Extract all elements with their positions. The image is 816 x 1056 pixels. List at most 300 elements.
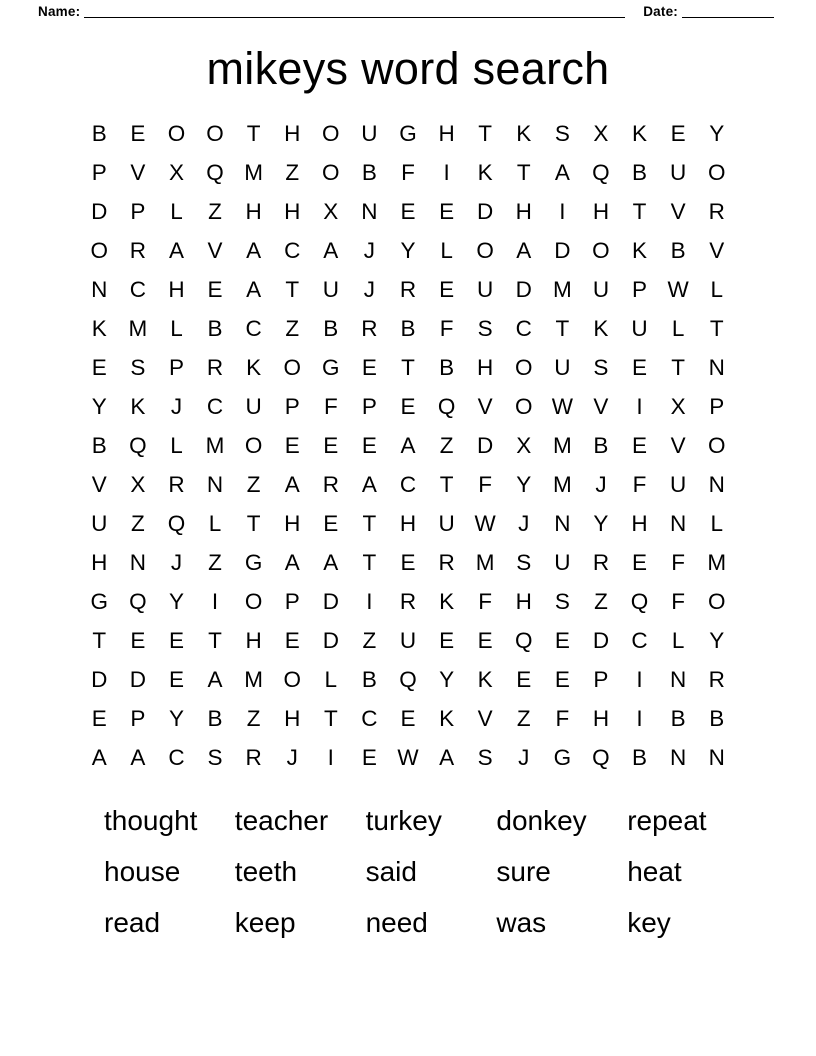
grid-cell[interactable]: J — [170, 550, 183, 576]
grid-cell[interactable]: G — [322, 355, 340, 381]
grid-cell[interactable]: C — [206, 394, 224, 420]
grid-cell[interactable]: Q — [129, 433, 147, 459]
grid-cell[interactable]: O — [707, 160, 726, 186]
grid-cell[interactable]: L — [170, 316, 183, 342]
grid-cell[interactable]: A — [400, 433, 416, 459]
grid-cell[interactable]: X — [130, 472, 146, 498]
grid-cell[interactable]: Q — [399, 667, 417, 693]
grid-cell[interactable]: V — [130, 160, 146, 186]
grid-cell[interactable]: R — [245, 745, 262, 771]
grid-cell[interactable]: E — [361, 745, 377, 771]
grid-cell[interactable]: K — [439, 706, 455, 732]
grid-cell[interactable]: M — [205, 433, 225, 459]
grid-cell[interactable]: M — [475, 550, 495, 576]
grid-cell[interactable]: X — [670, 394, 686, 420]
grid-cell[interactable]: E — [400, 550, 416, 576]
grid-cell[interactable]: J — [595, 472, 607, 498]
grid-cell[interactable]: Y — [400, 238, 416, 264]
grid-cell[interactable]: S — [593, 355, 609, 381]
grid-cell[interactable]: X — [168, 160, 184, 186]
grid-cell[interactable]: B — [91, 121, 107, 147]
grid-cell[interactable]: S — [477, 745, 493, 771]
grid-cell[interactable]: E — [554, 667, 570, 693]
grid-cell[interactable]: G — [244, 550, 263, 576]
grid-cell[interactable]: T — [246, 121, 261, 147]
grid-cell[interactable]: L — [710, 277, 723, 303]
grid-cell[interactable]: N — [669, 745, 687, 771]
grid-cell[interactable]: V — [207, 238, 223, 264]
grid-cell[interactable]: N — [669, 667, 687, 693]
grid-cell[interactable]: J — [286, 745, 298, 771]
grid-cell[interactable]: K — [632, 238, 648, 264]
grid-cell[interactable]: V — [477, 706, 493, 732]
grid-cell[interactable]: Q — [515, 628, 533, 654]
grid-cell[interactable]: T — [323, 706, 338, 732]
grid-cell[interactable]: B — [439, 355, 455, 381]
grid-cell[interactable]: Q — [437, 394, 456, 420]
grid-cell[interactable]: R — [708, 667, 725, 693]
grid-cell[interactable]: L — [208, 511, 222, 537]
grid-cell[interactable]: C — [129, 277, 146, 303]
grid-cell[interactable]: Z — [285, 160, 300, 186]
grid-cell[interactable]: K — [477, 160, 493, 186]
grid-cell[interactable]: L — [710, 511, 723, 537]
grid-cell[interactable]: H — [592, 706, 610, 732]
grid-cell[interactable]: R — [322, 472, 339, 498]
grid-cell[interactable]: H — [284, 121, 301, 147]
grid-cell[interactable]: Z — [246, 706, 261, 732]
grid-cell[interactable]: L — [170, 433, 183, 459]
grid-cell[interactable]: R — [399, 589, 417, 615]
grid-cell[interactable]: V — [670, 199, 686, 225]
grid-cell[interactable]: E — [323, 511, 339, 537]
grid-cell[interactable]: H — [91, 550, 108, 576]
grid-cell[interactable]: E — [361, 433, 377, 459]
grid-cell[interactable]: P — [91, 160, 107, 186]
grid-cell[interactable]: G — [553, 745, 572, 771]
grid-cell[interactable]: D — [554, 238, 571, 264]
word-list-item: heat — [627, 856, 682, 888]
grid-cell[interactable]: N — [554, 511, 571, 537]
grid-cell[interactable]: E — [207, 277, 223, 303]
grid-cell[interactable]: E — [400, 394, 416, 420]
grid-cell[interactable]: H — [399, 511, 417, 537]
grid-cell[interactable]: O — [322, 121, 340, 147]
grid-cell[interactable]: J — [518, 745, 530, 771]
grid-cell[interactable]: V — [477, 394, 493, 420]
grid-cell[interactable]: F — [671, 589, 685, 615]
grid-cell[interactable]: U — [322, 277, 339, 303]
grid-cell[interactable]: A — [91, 745, 107, 771]
grid-cell[interactable]: F — [439, 316, 454, 342]
grid-cell[interactable]: E — [400, 706, 416, 732]
grid-cell[interactable]: Z — [362, 628, 377, 654]
grid-cell[interactable]: F — [478, 589, 493, 615]
grid-cell[interactable]: O — [283, 355, 301, 381]
grid-cell[interactable]: D — [477, 433, 494, 459]
grid-cell[interactable]: V — [709, 238, 725, 264]
grid-cell[interactable]: Y — [168, 706, 184, 732]
grid-cell[interactable]: U — [361, 121, 378, 147]
grid-cell[interactable]: V — [670, 433, 686, 459]
grid-cell[interactable]: N — [708, 745, 725, 771]
grid-cell[interactable]: U — [245, 394, 262, 420]
grid-cell[interactable]: V — [91, 472, 107, 498]
grid-cell[interactable]: C — [284, 238, 301, 264]
grid-cell[interactable]: O — [90, 238, 109, 264]
grid-cell[interactable]: L — [170, 199, 183, 225]
word-list-item: sure — [496, 856, 551, 888]
grid-cell[interactable]: K — [516, 121, 532, 147]
grid-cell[interactable]: C — [245, 316, 262, 342]
grid-cell[interactable]: U — [592, 277, 610, 303]
grid-cell[interactable]: F — [555, 706, 570, 732]
grid-cell[interactable]: B — [207, 316, 223, 342]
grid-cell[interactable]: O — [476, 238, 494, 264]
grid-cell[interactable]: B — [709, 706, 725, 732]
grid-cell[interactable]: D — [91, 667, 108, 693]
grid-cell[interactable]: K — [593, 316, 609, 342]
grid-cell[interactable]: N — [206, 472, 224, 498]
grid-cell[interactable]: X — [323, 199, 339, 225]
grid-cell[interactable]: T — [362, 511, 377, 537]
word-list-item: thought — [104, 805, 198, 837]
grid-cell[interactable]: A — [246, 277, 262, 303]
grid-cell[interactable]: E — [168, 667, 184, 693]
grid-cell[interactable]: I — [636, 394, 643, 420]
grid-cell[interactable]: H — [245, 199, 262, 225]
grid-cell[interactable]: N — [91, 277, 108, 303]
grid-cell[interactable]: T — [246, 511, 261, 537]
grid-cell[interactable]: Z — [439, 433, 454, 459]
grid-cell[interactable]: I — [636, 706, 643, 732]
grid-cell[interactable]: Y — [91, 394, 107, 420]
grid-cell[interactable]: U — [669, 160, 687, 186]
grid-cell[interactable]: Y — [168, 589, 184, 615]
grid-cell[interactable]: A — [361, 472, 377, 498]
grid-cell[interactable]: A — [168, 238, 184, 264]
grid-cell[interactable]: H — [515, 589, 532, 615]
grid-cell[interactable]: A — [516, 238, 532, 264]
grid-cell[interactable]: E — [400, 199, 416, 225]
grid-cell[interactable]: E — [554, 628, 570, 654]
grid-cell[interactable]: M — [552, 433, 572, 459]
grid-cell[interactable]: X — [516, 433, 532, 459]
grid-cell[interactable]: C — [515, 316, 532, 342]
grid-cell[interactable]: N — [361, 199, 378, 225]
grid-cell[interactable]: K — [439, 589, 455, 615]
grid-cell[interactable]: E — [284, 628, 300, 654]
grid-cell[interactable]: E — [361, 355, 377, 381]
grid-cell[interactable]: D — [129, 667, 146, 693]
grid-cell[interactable]: H — [515, 199, 532, 225]
grid-cell[interactable]: W — [667, 277, 689, 303]
grid-cell[interactable]: B — [361, 160, 377, 186]
grid-cell[interactable]: D — [91, 199, 108, 225]
grid-cell[interactable]: R — [206, 355, 224, 381]
grid-cell[interactable]: Y — [593, 511, 609, 537]
grid-cell[interactable]: V — [593, 394, 609, 420]
grid-cell[interactable]: E — [632, 355, 648, 381]
name-write-line[interactable] — [84, 4, 625, 18]
grid-cell[interactable]: O — [206, 121, 224, 147]
grid-cell[interactable]: T — [709, 316, 724, 342]
grid-cell[interactable]: U — [477, 277, 494, 303]
grid-cell[interactable]: P — [361, 394, 377, 420]
grid-cell[interactable]: F — [671, 550, 685, 576]
grid-cell[interactable]: E — [516, 667, 532, 693]
grid-cell[interactable]: A — [130, 745, 146, 771]
grid-cell[interactable]: L — [671, 316, 685, 342]
grid-cell[interactable]: Z — [131, 511, 145, 537]
grid-cell[interactable]: F — [632, 472, 647, 498]
grid-cell[interactable]: L — [440, 238, 453, 264]
grid-cell[interactable]: P — [130, 706, 146, 732]
grid-cell[interactable]: U — [669, 472, 687, 498]
grid-cell[interactable]: O — [707, 433, 726, 459]
grid-cell[interactable]: P — [593, 667, 609, 693]
date-label: Date: — [643, 4, 678, 19]
grid-cell[interactable]: P — [130, 199, 146, 225]
grid-cell[interactable]: D — [477, 199, 494, 225]
grid-cell[interactable]: I — [559, 199, 566, 225]
grid-cell[interactable]: R — [361, 316, 378, 342]
grid-cell[interactable]: E — [477, 628, 493, 654]
grid-cell[interactable]: Q — [630, 589, 649, 615]
grid-cell[interactable]: F — [478, 472, 493, 498]
grid-cell[interactable]: N — [669, 511, 687, 537]
grid-cell[interactable]: Q — [167, 511, 186, 537]
grid-cell[interactable]: C — [399, 472, 417, 498]
grid-cell[interactable]: U — [438, 511, 455, 537]
grid-cell[interactable]: M — [552, 277, 572, 303]
grid-cell[interactable]: Z — [246, 472, 261, 498]
grid-cell[interactable]: R — [708, 199, 725, 225]
grid-cell[interactable]: B — [632, 745, 648, 771]
grid-cell[interactable]: B — [593, 433, 609, 459]
grid-cell[interactable]: A — [246, 238, 262, 264]
grid-cell[interactable]: H — [284, 511, 301, 537]
grid-cell[interactable]: P — [284, 589, 300, 615]
grid-cell[interactable]: N — [708, 355, 725, 381]
grid-cell[interactable]: M — [128, 316, 148, 342]
grid-cell[interactable]: T — [401, 355, 415, 381]
grid-cell[interactable]: S — [516, 550, 532, 576]
grid-cell[interactable]: H — [284, 706, 301, 732]
grid-cell[interactable]: E — [439, 628, 455, 654]
grid-cell[interactable]: T — [92, 628, 107, 654]
word-list-item: donkey — [496, 805, 587, 837]
word-list — [58, 805, 758, 939]
grid-cell[interactable]: U — [399, 628, 417, 654]
grid-cell[interactable]: K — [130, 394, 146, 420]
grid-cell[interactable]: D — [592, 628, 610, 654]
grid-cell[interactable]: Y — [516, 472, 532, 498]
grid-cell[interactable]: S — [207, 745, 223, 771]
word-search-grid[interactable] — [80, 122, 736, 769]
grid-cell[interactable]: B — [670, 238, 686, 264]
grid-cell[interactable]: W — [474, 511, 496, 537]
grid-cell[interactable]: E — [439, 199, 455, 225]
grid-cell[interactable]: O — [244, 433, 263, 459]
grid-cell[interactable]: A — [554, 160, 570, 186]
grid-cell[interactable]: Q — [592, 745, 610, 771]
grid-cell[interactable]: P — [632, 277, 648, 303]
grid-cell[interactable]: A — [284, 550, 300, 576]
grid-cell[interactable]: E — [130, 628, 146, 654]
grid-cell[interactable]: K — [632, 121, 648, 147]
grid-cell[interactable]: G — [399, 121, 417, 147]
grid-cell[interactable]: I — [211, 589, 219, 615]
grid-cell[interactable]: E — [439, 277, 455, 303]
grid-cell[interactable]: C — [361, 706, 378, 732]
grid-cell[interactable]: P — [168, 355, 184, 381]
grid-cell[interactable]: E — [91, 355, 107, 381]
grid-cell[interactable]: G — [90, 589, 109, 615]
grid-cell[interactable]: A — [439, 745, 455, 771]
grid-cell[interactable]: B — [323, 316, 339, 342]
grid-cell[interactable]: F — [401, 160, 415, 186]
grid-cell[interactable]: M — [707, 550, 727, 576]
grid-cell[interactable]: C — [631, 628, 648, 654]
grid-cell[interactable]: E — [168, 628, 184, 654]
grid-cell[interactable]: R — [438, 550, 455, 576]
grid-cell[interactable]: I — [327, 745, 334, 771]
grid-cell[interactable]: R — [168, 472, 185, 498]
grid-cell[interactable]: B — [670, 706, 686, 732]
grid-cell[interactable]: Y — [709, 121, 725, 147]
grid-cell[interactable]: I — [636, 667, 643, 693]
grid-cell[interactable]: L — [671, 628, 685, 654]
grid-cell[interactable]: U — [91, 511, 108, 537]
grid-cell[interactable]: M — [244, 160, 264, 186]
grid-cell[interactable]: N — [129, 550, 146, 576]
grid-cell[interactable]: K — [91, 316, 107, 342]
grid-cell[interactable]: R — [129, 238, 146, 264]
grid-cell[interactable]: K — [246, 355, 262, 381]
grid-cell[interactable]: U — [554, 355, 571, 381]
grid-cell[interactable]: Z — [208, 199, 222, 225]
grid-cell[interactable]: U — [631, 316, 648, 342]
grid-cell[interactable]: M — [552, 472, 572, 498]
grid-cell[interactable]: E — [284, 433, 300, 459]
grid-cell[interactable]: O — [322, 160, 340, 186]
grid-cell[interactable]: E — [632, 433, 648, 459]
grid-cell[interactable]: H — [438, 121, 455, 147]
grid-cell[interactable]: T — [285, 277, 300, 303]
grid-cell[interactable]: T — [478, 121, 493, 147]
grid-cell[interactable]: H — [245, 628, 262, 654]
grid-cell[interactable]: J — [170, 394, 183, 420]
grid-cell[interactable]: T — [632, 199, 647, 225]
grid-cell[interactable]: O — [515, 394, 533, 420]
grid-cell[interactable]: P — [284, 394, 300, 420]
grid-cell[interactable]: H — [592, 199, 610, 225]
grid-cell[interactable]: B — [400, 316, 416, 342]
grid-cell[interactable]: S — [554, 121, 570, 147]
name-label: Name: — [38, 4, 81, 19]
grid-cell[interactable]: H — [477, 355, 494, 381]
grid-cell[interactable]: E — [670, 121, 686, 147]
grid-cell[interactable]: M — [244, 667, 264, 693]
grid-cell[interactable]: T — [362, 550, 377, 576]
grid-cell[interactable]: J — [363, 277, 376, 303]
grid-cell[interactable]: E — [323, 433, 339, 459]
grid-cell[interactable]: D — [322, 589, 339, 615]
grid-cell[interactable]: Q — [206, 160, 224, 186]
grid-cell[interactable]: E — [130, 121, 146, 147]
grid-cell[interactable]: F — [323, 394, 338, 420]
grid-cell[interactable]: I — [443, 160, 450, 186]
grid-cell[interactable]: Q — [129, 589, 147, 615]
grid-cell[interactable]: I — [366, 589, 373, 615]
grid-cell[interactable]: Y — [439, 667, 455, 693]
grid-cell[interactable]: T — [516, 160, 531, 186]
grid-cell[interactable]: Y — [709, 628, 725, 654]
grid-cell[interactable]: J — [363, 238, 376, 264]
grid-cell[interactable]: O — [283, 667, 301, 693]
grid-cell[interactable]: W — [551, 394, 573, 420]
grid-cell[interactable]: H — [284, 199, 301, 225]
grid-cell[interactable]: D — [515, 277, 532, 303]
grid-cell[interactable]: O — [515, 355, 533, 381]
grid-cell[interactable]: A — [323, 238, 339, 264]
grid-cell[interactable]: T — [439, 472, 454, 498]
grid-cell[interactable]: Z — [208, 550, 222, 576]
grid-cell[interactable]: B — [91, 433, 107, 459]
grid-cell[interactable]: Z — [285, 316, 300, 342]
grid-cell[interactable]: Z — [594, 589, 608, 615]
grid-cell[interactable]: S — [130, 355, 146, 381]
grid-cell[interactable]: T — [208, 628, 222, 654]
grid-cell[interactable]: B — [632, 160, 648, 186]
grid-cell[interactable]: H — [168, 277, 185, 303]
grid-cell[interactable]: C — [168, 745, 185, 771]
grid-cell[interactable]: E — [91, 706, 107, 732]
grid-cell[interactable]: O — [592, 238, 610, 264]
grid-cell[interactable]: A — [207, 667, 223, 693]
grid-cell[interactable]: R — [399, 277, 417, 303]
grid-cell[interactable]: H — [631, 511, 648, 537]
grid-cell[interactable]: O — [244, 589, 263, 615]
grid-cell[interactable]: B — [207, 706, 223, 732]
grid-cell[interactable]: D — [322, 628, 339, 654]
grid-cell[interactable]: P — [709, 394, 725, 420]
grid-cell[interactable]: K — [477, 667, 493, 693]
grid-cell[interactable]: S — [554, 589, 570, 615]
word-list-item: was — [496, 907, 547, 939]
grid-cell[interactable]: Z — [516, 706, 531, 732]
grid-cell[interactable]: B — [361, 667, 377, 693]
grid-cell[interactable]: J — [518, 511, 530, 537]
grid-cell[interactable]: L — [324, 667, 338, 693]
grid-cell[interactable]: S — [477, 316, 493, 342]
grid-cell[interactable]: T — [555, 316, 570, 342]
grid-cell[interactable]: A — [323, 550, 339, 576]
grid-cell[interactable]: O — [167, 121, 186, 147]
grid-cell[interactable]: N — [708, 472, 725, 498]
grid-cell[interactable]: Q — [592, 160, 610, 186]
grid-cell[interactable]: E — [632, 550, 648, 576]
grid-cell[interactable]: T — [671, 355, 685, 381]
grid-cell[interactable]: X — [593, 121, 609, 147]
grid-cell[interactable]: W — [397, 745, 419, 771]
grid-cell[interactable]: R — [592, 550, 610, 576]
grid-cell[interactable]: U — [554, 550, 571, 576]
grid-cell[interactable]: O — [707, 589, 726, 615]
date-write-line[interactable] — [682, 4, 774, 18]
grid-cell[interactable]: A — [284, 472, 300, 498]
